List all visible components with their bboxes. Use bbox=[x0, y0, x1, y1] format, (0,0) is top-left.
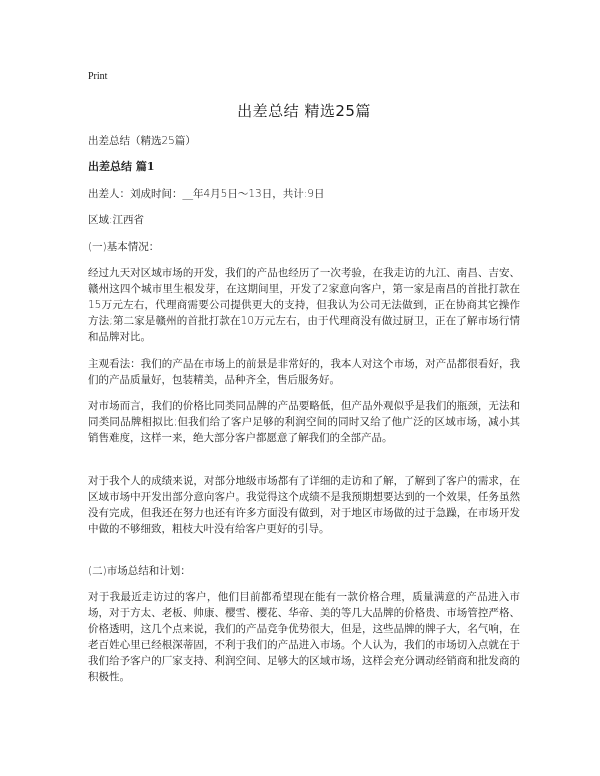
print-label: Print bbox=[88, 71, 108, 82]
paragraph-3: 对市场而言，我们的价格比同类同品牌的产品要略低，但产品外观似乎是我们的瓶颈，无法和同类同品牌相拟比;但我们给了客户足够的利润空间的同时又给了他广泛的区域市场，减小其销售难度，这样一来，绝大部分客户都愿意了解我们的全部产品。 bbox=[88, 400, 520, 444]
paragraph-2: 主观看法：我们的产品在市场上的前景是非常好的，我本人对这个市场，对产品都很看好，我们的产品质量好，包装精美，品种齐全，售后服务好。 bbox=[88, 358, 520, 386]
heading-basic: (一)基本情况： bbox=[88, 241, 160, 253]
paragraph-4: 对于我个人的成绩来说，对部分地级市场都有了详细的走访和了解，了解到了客户的需求，在区域市场中开发出部分意向客户。我觉得这个成绩不是我预期想要达到的一个效果，任务虽然没有完成，但我还在努力也还有许多方面没有做到，对于地区市场做的过于急躁，在市场开发中做的不够细致，粗枝大叶没有给客户更好的引导。 bbox=[88, 475, 520, 535]
meta-line: 出差人：刘成时间：__年4月5日～13日，共计:9日 bbox=[88, 188, 325, 200]
document-subtitle: 出差总结（精选25篇） bbox=[88, 135, 196, 147]
heading-plan: (二)市场总结和计划： bbox=[88, 565, 191, 577]
paragraph-1: 经过九天对区域市场的开发，我们的产品也经历了一次考验，在我走访的九江、南昌、吉安、赣州这四个城市里生根发芽，在这期间里，开发了2家意向客户，第一家是南昌的首批打款在15万元左右，代理商需要公司提供更大的支持，但我认为公司无法做到，正在协商其它操作方法;第二家是赣州的首批打款在10万元左右，由于代理商没有做过厨卫，正在了解市场行情和品牌对比。 bbox=[88, 267, 520, 343]
paragraph-5: 对于我最近走访过的客户，他们目前都希望现在能有一款价格合理，质量满意的产品进入市场，对于方太、老板、帅康、樱雪、樱花、华帝、美的等几大品牌的价格贵、市场管控严格、价格透明，这几个点来说，我们的产品竞争优势很大，但是，这些品牌的牌子大，名气响，在老百姓心里已经根深蒂固，不利于我们的产品进入市场。个人认为，我们的市场切入点就在于我们给予客户的厂家支持、利润空间、足够大的区域市场，这样会充分调动经销商和批发商的积极性。 bbox=[88, 591, 520, 683]
section-title: 出差总结 篇1 bbox=[88, 160, 155, 173]
page-title: 出差总结 精选25篇 bbox=[237, 102, 371, 120]
region-line: 区域:江西省 bbox=[88, 214, 145, 226]
